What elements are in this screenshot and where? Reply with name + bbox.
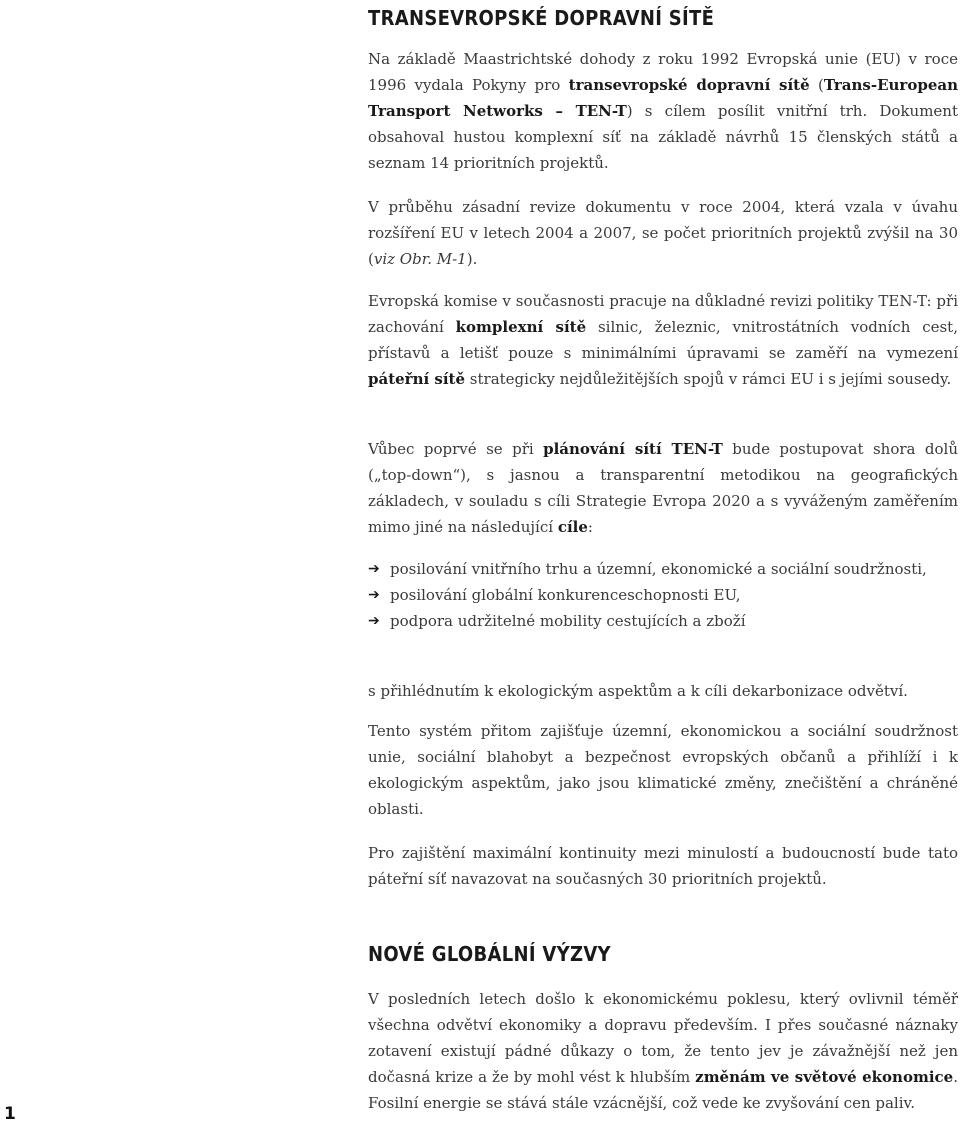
text-run: ( — [809, 76, 824, 94]
text-run: Evropská komise v současnosti pracuje na důkladné revizi politiky TEN-T: při zachování — [368, 292, 958, 336]
section-heading-nove-vyzvy: NOVÉ GLOBÁLNÍ VÝZVY — [368, 942, 611, 966]
text-run: Vůbec poprvé se při — [368, 440, 544, 458]
paragraph-commission — [368, 288, 958, 392]
emphasis-text: cíle — [557, 518, 588, 536]
list-item — [368, 556, 958, 582]
emphasis-text: změnám ve světové ekonomice — [695, 1068, 954, 1086]
text-run: V průběhu zásadní revize dokumentu v roce 2004, která vzala v úvahu rozšíření EU v letech 2004 a 2007, se počet prioritních projektů zvýšil na 30 ( — [368, 198, 958, 268]
figure-reference: viz Obr. M-1 — [373, 250, 467, 268]
text-run: Na základě Maastrichtské dohody z roku 1992 Evropská unie (EU) v roce 1996 vydala Pokyny pro — [368, 50, 958, 94]
list-item — [368, 608, 958, 634]
paragraph-system: Tento systém přitom zajišťuje územní, ekonomickou a sociální soudržnost unie, sociální blahobyt a bezpečnost evropských občanů a přihlíží i k ekologickým aspektům, jako jsou klimatické změny, znečištění a chráněné oblasti. — [368, 722, 958, 818]
text-run: . Fosilní energie se stává stále vzácnější, což vede ke zvyšování cen paliv. — [368, 1068, 958, 1112]
text-run: silnic, železnic, vnitrostátních vodních cest, přístavů a letišť pouze s minimálními úpravami se zaměří na vymezení — [368, 318, 958, 362]
text-run: strategicky nejdůležitějších spojů v rámci EU i s jejími sousedy. — [465, 370, 952, 388]
arrow-right-icon: ➔ — [368, 613, 380, 629]
emphasis-text: transevropské dopravní sítě — [568, 76, 810, 94]
list-item — [368, 582, 958, 608]
goals-list — [368, 556, 958, 634]
goals-list-block — [368, 556, 958, 634]
paragraph-challenges — [368, 986, 958, 1116]
emphasis-text: komplexní sítě — [455, 318, 587, 336]
list-item-text: podpora udržitelné mobility cestujících a zboží — [390, 612, 746, 630]
section-heading-transevropske: TRANSEVROPSKÉ DOPRAVNÍ SÍTĚ — [368, 6, 715, 30]
text-run: : — [587, 518, 593, 536]
left-margin — [0, 0, 300, 1144]
text-run: V posledních letech došlo k ekonomickému poklesu, který ovlivnil téměř všechna odvětví ekonomiky a dopravu především. I přes současné náznaky zotavení existují pádné důkazy o tom, že tento jev je závažnější než jen dočasná krize a že by mohl vést k hlubším — [368, 990, 958, 1086]
paragraph-planning — [368, 436, 958, 540]
text-run: ). — [466, 250, 478, 268]
list-item-text: posilování globální konkurenceschopnosti EU, — [390, 586, 741, 604]
paragraph-continuity: Pro zajištění maximální kontinuity mezi minulostí a budoucností bude tato páteřní síť navazovat na současných 30 prioritních projektů. — [368, 844, 958, 888]
page-number: 1 — [4, 1104, 16, 1124]
list-item-text: posilování vnitřního trhu a územní, ekonomické a sociální soudržnosti, — [390, 560, 927, 578]
text-run: ) s cílem posílit vnitřní trh. Dokument obsahoval hustou komplexní síť na základě návrhů 15 členských států a seznam 14 prioritních projektů. — [368, 102, 958, 172]
arrow-right-icon: ➔ — [368, 561, 380, 577]
paragraph-intro — [368, 46, 958, 176]
arrow-right-icon: ➔ — [368, 587, 380, 603]
text-run: bude postupovat shora dolů („top-down“), s jasnou a transparentní metodikou na geografických základech, v souladu s cíli Strategie Evropa 2020 a s vyváženým zaměřením mimo jiné na následující — [368, 440, 959, 536]
emphasis-text: plánování sítí TEN-T — [543, 440, 723, 458]
goals-tail: s přihlédnutím k ekologickým aspektům a k cíli dekarbonizace odvětví. — [368, 682, 908, 700]
paragraph-revision-2004 — [368, 194, 958, 272]
emphasis-text: páteřní sítě — [368, 370, 466, 388]
emphasis-text: Trans-European Transport Networks – TEN-T — [368, 76, 959, 120]
